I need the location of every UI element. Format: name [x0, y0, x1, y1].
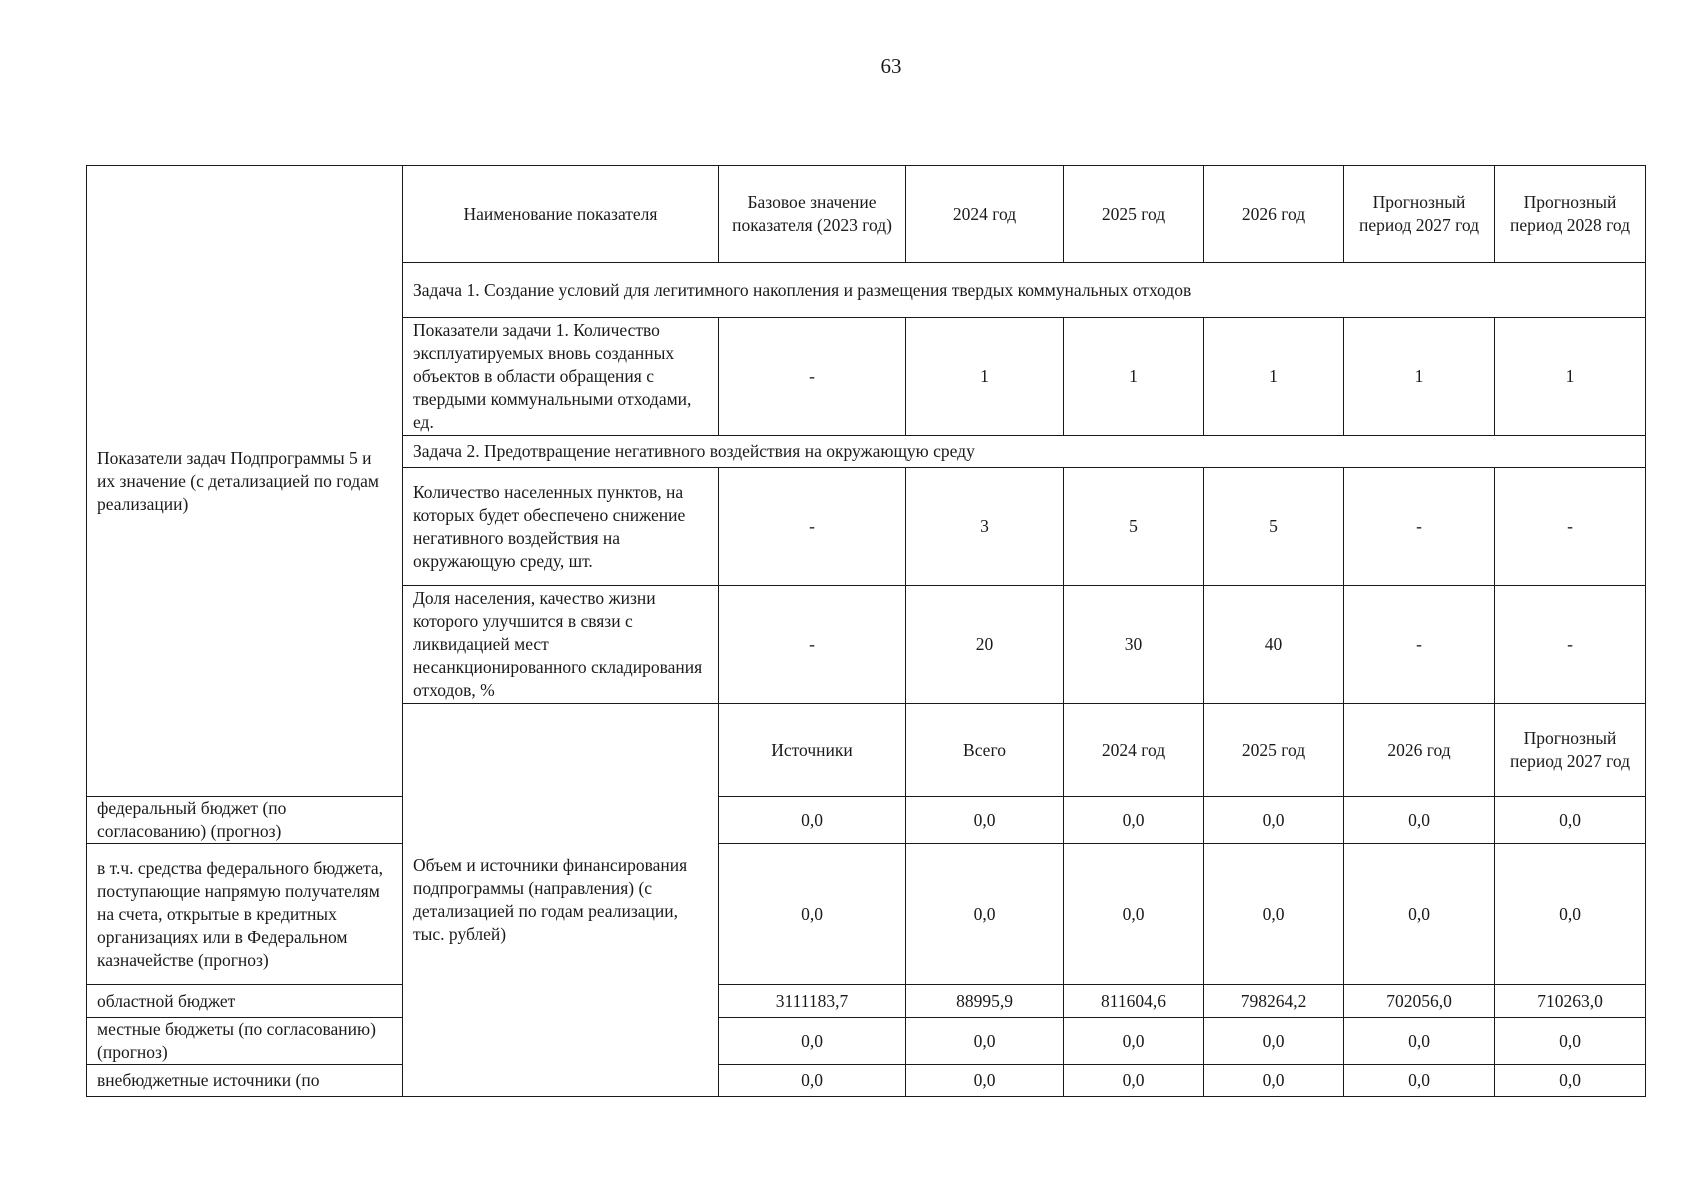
table-cell: 0,0	[1204, 1018, 1344, 1065]
indicators-section-label: Показатели задач Подпрограммы 5 и их значение (с детализацией по годам реализации)	[87, 166, 403, 797]
table-cell: -	[1495, 586, 1646, 704]
table-cell: 0,0	[1204, 797, 1344, 844]
table-cell: 0,0	[1064, 1018, 1204, 1065]
table-cell: 710263,0	[1495, 985, 1646, 1018]
table-cell: 0,0	[1344, 1018, 1495, 1065]
indicator-name: Показатели задачи 1. Количество эксплуатируемых вновь созданных объектов в области обращения с твердыми коммунальными отходами, ед.	[403, 318, 719, 436]
table-cell: 0,0	[719, 1018, 906, 1065]
table-cell: 1	[1344, 318, 1495, 436]
indicator-name: Количество населенных пунктов, на которых будет обеспечено снижение негативного воздействия на окружающую среду, шт.	[403, 468, 719, 586]
table-cell: 0,0	[719, 1065, 906, 1097]
table-row	[87, 797, 1646, 844]
table-cell: 702056,0	[1344, 985, 1495, 1018]
table-cell: 1	[906, 318, 1064, 436]
source-name: федеральный бюджет (по согласованию) (прогноз)	[87, 797, 403, 844]
table-cell: 5	[1064, 468, 1204, 586]
table-cell: 0,0	[1495, 1065, 1646, 1097]
table-cell: 20	[906, 586, 1064, 704]
header-cell: Прогнозный период 2027 год	[1344, 166, 1495, 263]
table-cell: 0,0	[1495, 797, 1646, 844]
table-row	[87, 985, 1646, 1018]
table-cell: 0,0	[1495, 844, 1646, 985]
table-cell: 1	[1204, 318, 1344, 436]
header-cell: 2024 год	[1064, 704, 1204, 797]
header-cell: 2026 год	[1344, 704, 1495, 797]
table-row	[87, 1018, 1646, 1065]
task-1-title: Задача 1. Создание условий для легитимного накопления и размещения твердых коммунальных отходов	[403, 263, 1646, 318]
header-cell: Наименование показателя	[403, 166, 719, 263]
table-cell: -	[1344, 586, 1495, 704]
table-cell: -	[1495, 468, 1646, 586]
source-name: местные бюджеты (по согласованию) (прогноз)	[87, 1018, 403, 1065]
page-number: 63	[880, 54, 902, 78]
table-cell: 0,0	[1064, 1065, 1204, 1097]
table-cell: -	[719, 468, 906, 586]
table-cell: 0,0	[1344, 797, 1495, 844]
table-cell: 0,0	[906, 1018, 1064, 1065]
table-cell: 0,0	[1495, 1018, 1646, 1065]
source-name: областной бюджет	[87, 985, 403, 1018]
header-cell: Прогнозный период 2027 год	[1495, 704, 1646, 797]
table-cell: 5	[1204, 468, 1344, 586]
table-cell: -	[719, 586, 906, 704]
table-cell: 0,0	[906, 844, 1064, 985]
header-cell: Прогнозный период 2028 год	[1495, 166, 1646, 263]
table-cell: 811604,6	[1064, 985, 1204, 1018]
table-cell: 3111183,7	[719, 985, 906, 1018]
table-cell: 0,0	[1064, 844, 1204, 985]
header-cell: Базовое значение показателя (2023 год)	[719, 166, 906, 263]
table-cell: 0,0	[719, 797, 906, 844]
table-cell: 0,0	[1344, 1065, 1495, 1097]
indicators-header-row	[87, 166, 1646, 263]
table-cell: 0,0	[719, 844, 906, 985]
table-cell: 0,0	[906, 797, 1064, 844]
table-cell: 40	[1204, 586, 1344, 704]
header-cell: 2024 год	[906, 166, 1064, 263]
source-name: в т.ч. средства федерального бюджета, поступающие напрямую получателям на счета, открытые в кредитных организациях или в Федеральном казначействе (прогноз)	[87, 844, 403, 985]
table-cell: 88995,9	[906, 985, 1064, 1018]
header-cell: Всего	[906, 704, 1064, 797]
task-2-title: Задача 2. Предотвращение негативного воздействия на окружающую среду	[403, 436, 1646, 468]
table-row	[87, 1065, 1646, 1097]
table-cell: 0,0	[1064, 797, 1204, 844]
source-name: внебюджетные источники (по	[87, 1065, 403, 1097]
header-cell: 2025 год	[1204, 704, 1344, 797]
table-cell: 0,0	[1344, 844, 1495, 985]
table-cell: 3	[906, 468, 1064, 586]
table-cell: 1	[1064, 318, 1204, 436]
table-cell: -	[719, 318, 906, 436]
table-row	[87, 844, 1646, 985]
subprogram-passport-table	[86, 165, 1646, 1097]
financing-section-label: Объем и источники финансирования подпрограммы (направления) (с детализацией по годам реализации, тыс. рублей)	[403, 704, 719, 1097]
table-cell: 798264,2	[1204, 985, 1344, 1018]
table-cell: 30	[1064, 586, 1204, 704]
indicator-name: Доля населения, качество жизни которого улучшится в связи с ликвидацией мест несанкционированного складирования отходов, %	[403, 586, 719, 704]
table-cell: 0,0	[1204, 1065, 1344, 1097]
table-cell: 1	[1495, 318, 1646, 436]
table-cell: 0,0	[1204, 844, 1344, 985]
table-cell: 0,0	[906, 1065, 1064, 1097]
header-cell: Источники	[719, 704, 906, 797]
header-cell: 2026 год	[1204, 166, 1344, 263]
header-cell: 2025 год	[1064, 166, 1204, 263]
table-cell: -	[1344, 468, 1495, 586]
